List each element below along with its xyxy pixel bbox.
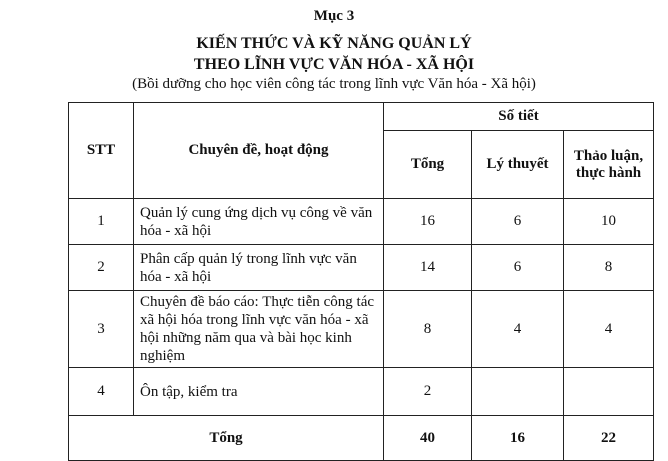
table-row <box>69 245 654 291</box>
row-discussion: 10 <box>564 199 654 245</box>
total-theory: 16 <box>472 416 564 461</box>
row-stt: 3 <box>69 291 134 368</box>
row-total: 14 <box>384 245 472 291</box>
row-theory: 6 <box>472 245 564 291</box>
section-heading: Mục 3 <box>313 8 355 24</box>
header-topic: Chuyên đề, hoạt động <box>134 103 384 199</box>
row-total: 16 <box>384 199 472 245</box>
total-label: Tổng <box>69 416 384 461</box>
table-row <box>69 291 654 368</box>
total-row <box>69 416 654 461</box>
table-row <box>69 199 654 245</box>
row-topic: Chuyên đề báo cáo: Thực tiễn công tác xã hội hóa trong lĩnh vực văn hóa - xã hội những năm qua và bài học kinh nghiệm <box>134 291 384 368</box>
row-discussion <box>564 368 654 416</box>
header-discussion: Thảo luận, thực hành <box>564 131 654 199</box>
row-theory <box>472 368 564 416</box>
total-discussion: 22 <box>564 416 654 461</box>
row-stt: 2 <box>69 245 134 291</box>
header-total: Tổng <box>384 131 472 199</box>
row-stt: 1 <box>69 199 134 245</box>
table-row <box>69 368 654 416</box>
row-topic: Ôn tập, kiểm tra <box>134 368 384 416</box>
row-theory: 6 <box>472 199 564 245</box>
total-total: 40 <box>384 416 472 461</box>
row-topic: Phân cấp quản lý trong lĩnh vực văn hóa - xã hội <box>134 245 384 291</box>
header-stt: STT <box>69 103 134 199</box>
row-discussion: 4 <box>564 291 654 368</box>
row-topic: Quản lý cung ứng dịch vụ công về văn hóa - xã hội <box>134 199 384 245</box>
document-subtitle: (Bồi dưỡng cho học viên công tác trong lĩnh vực Văn hóa - Xã hội) <box>132 76 536 92</box>
document-title-line2: THEO LĨNH VỰC VĂN HÓA - XÃ HỘI <box>193 56 475 73</box>
document-title-line1: KIẾN THỨC VÀ KỸ NĂNG QUẢN LÝ <box>196 35 472 52</box>
row-stt: 4 <box>69 368 134 416</box>
row-total: 8 <box>384 291 472 368</box>
row-discussion: 8 <box>564 245 654 291</box>
header-theory: Lý thuyết <box>472 131 564 199</box>
curriculum-table <box>68 102 654 461</box>
row-total: 2 <box>384 368 472 416</box>
header-periods: Số tiết <box>384 103 654 131</box>
row-theory: 4 <box>472 291 564 368</box>
